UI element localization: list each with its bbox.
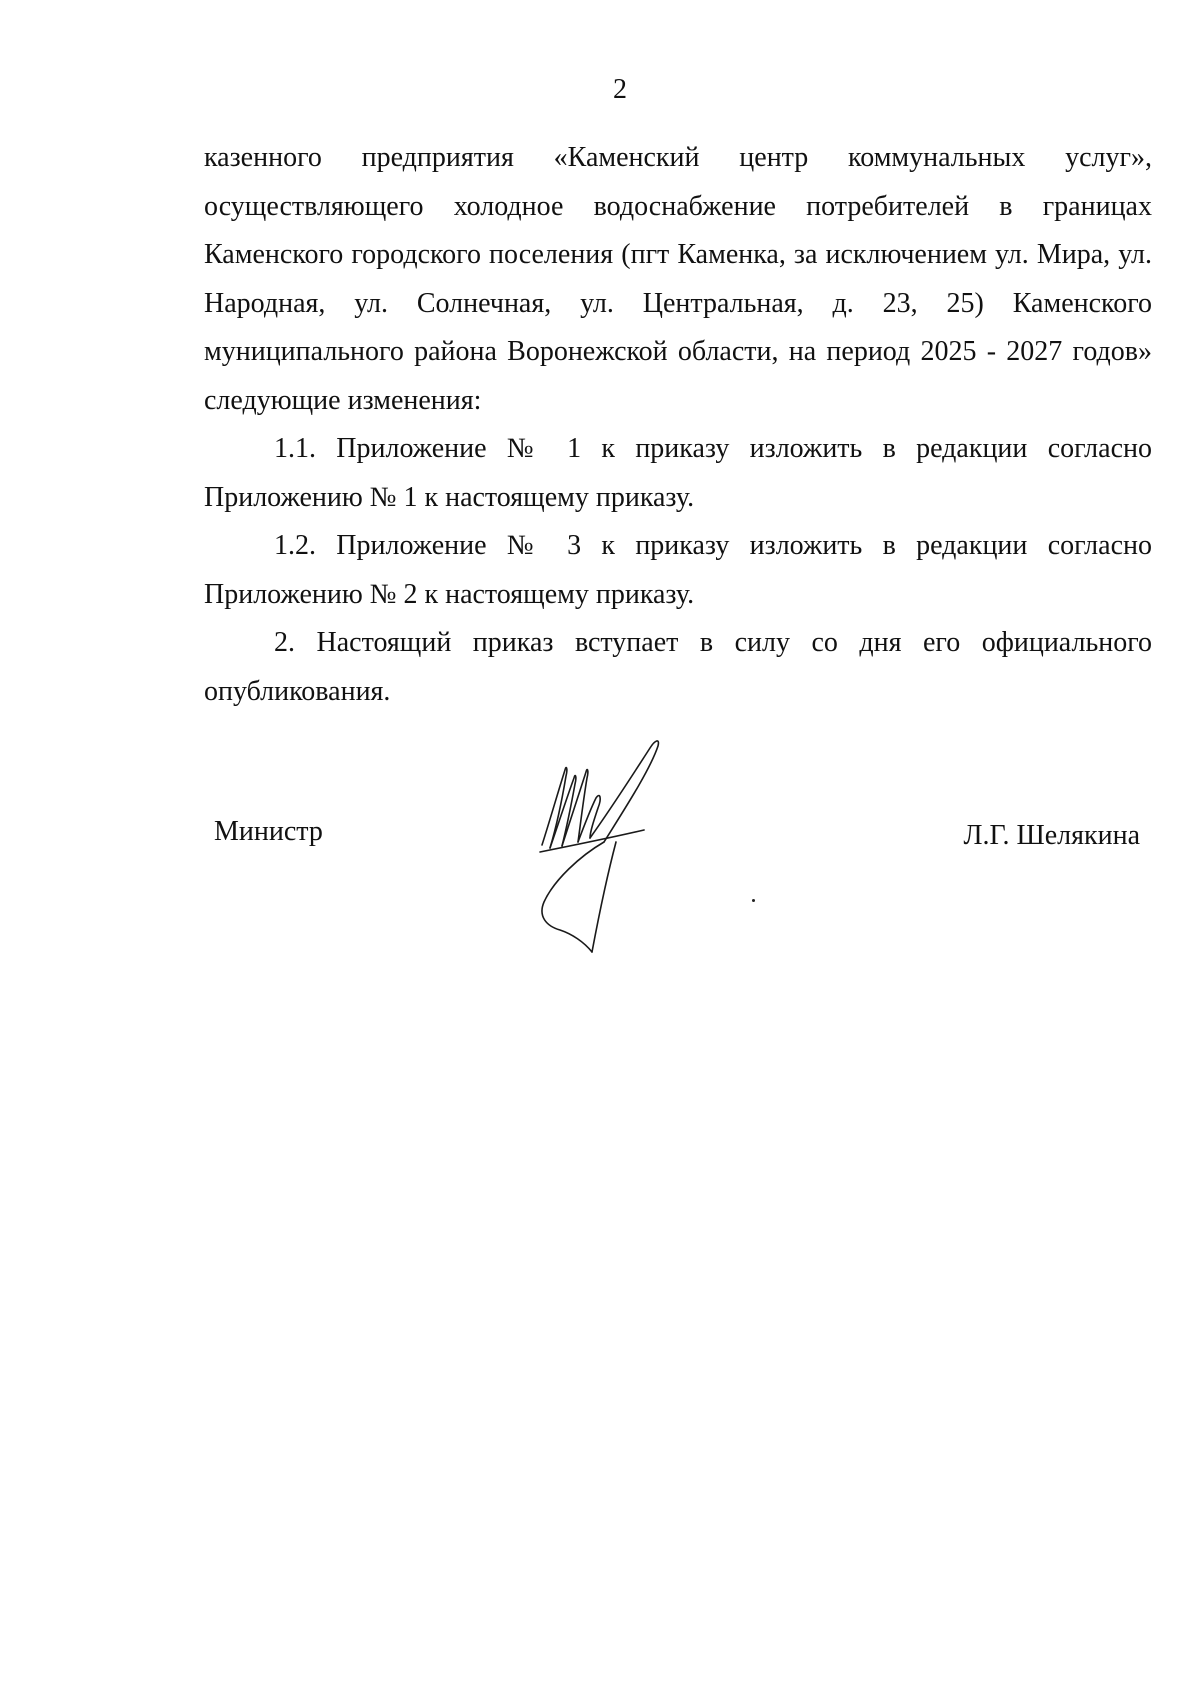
document-body [204, 134, 1152, 716]
signer-name: Л.Г. Шелякина [963, 820, 1140, 851]
paragraph-continuation: казенного предприятия «Каменский центр коммунальных услуг», осуществляющего холодное водоснабжение потребителей в границах Каменского городского поселения (пгт Каменка, за исключением ул. Мира, ул. Народная, ул. Солнечная, ул. Центральная, д. 23, 25) Каменского муниципального района Воронежской области, на период 2025 - 2027 годов» следующие изменения: [204, 142, 1152, 416]
page-number: 2 [613, 74, 627, 105]
handwritten-signature [520, 730, 720, 960]
paragraph-item-1-1: 1.1. Приложение № 1 к приказу изложить в редакции согласно Приложению № 1 к настоящему приказу. [204, 433, 1152, 513]
paragraph-item-2: 2. Настоящий приказ вступает в силу со дня его официального опубликования. [204, 627, 1152, 707]
scan-speck [752, 899, 755, 902]
signer-position: Министр [214, 816, 323, 847]
paragraph-item-1-2: 1.2. Приложение № 3 к приказу изложить в редакции согласно Приложению № 2 к настоящему приказу. [204, 530, 1152, 610]
